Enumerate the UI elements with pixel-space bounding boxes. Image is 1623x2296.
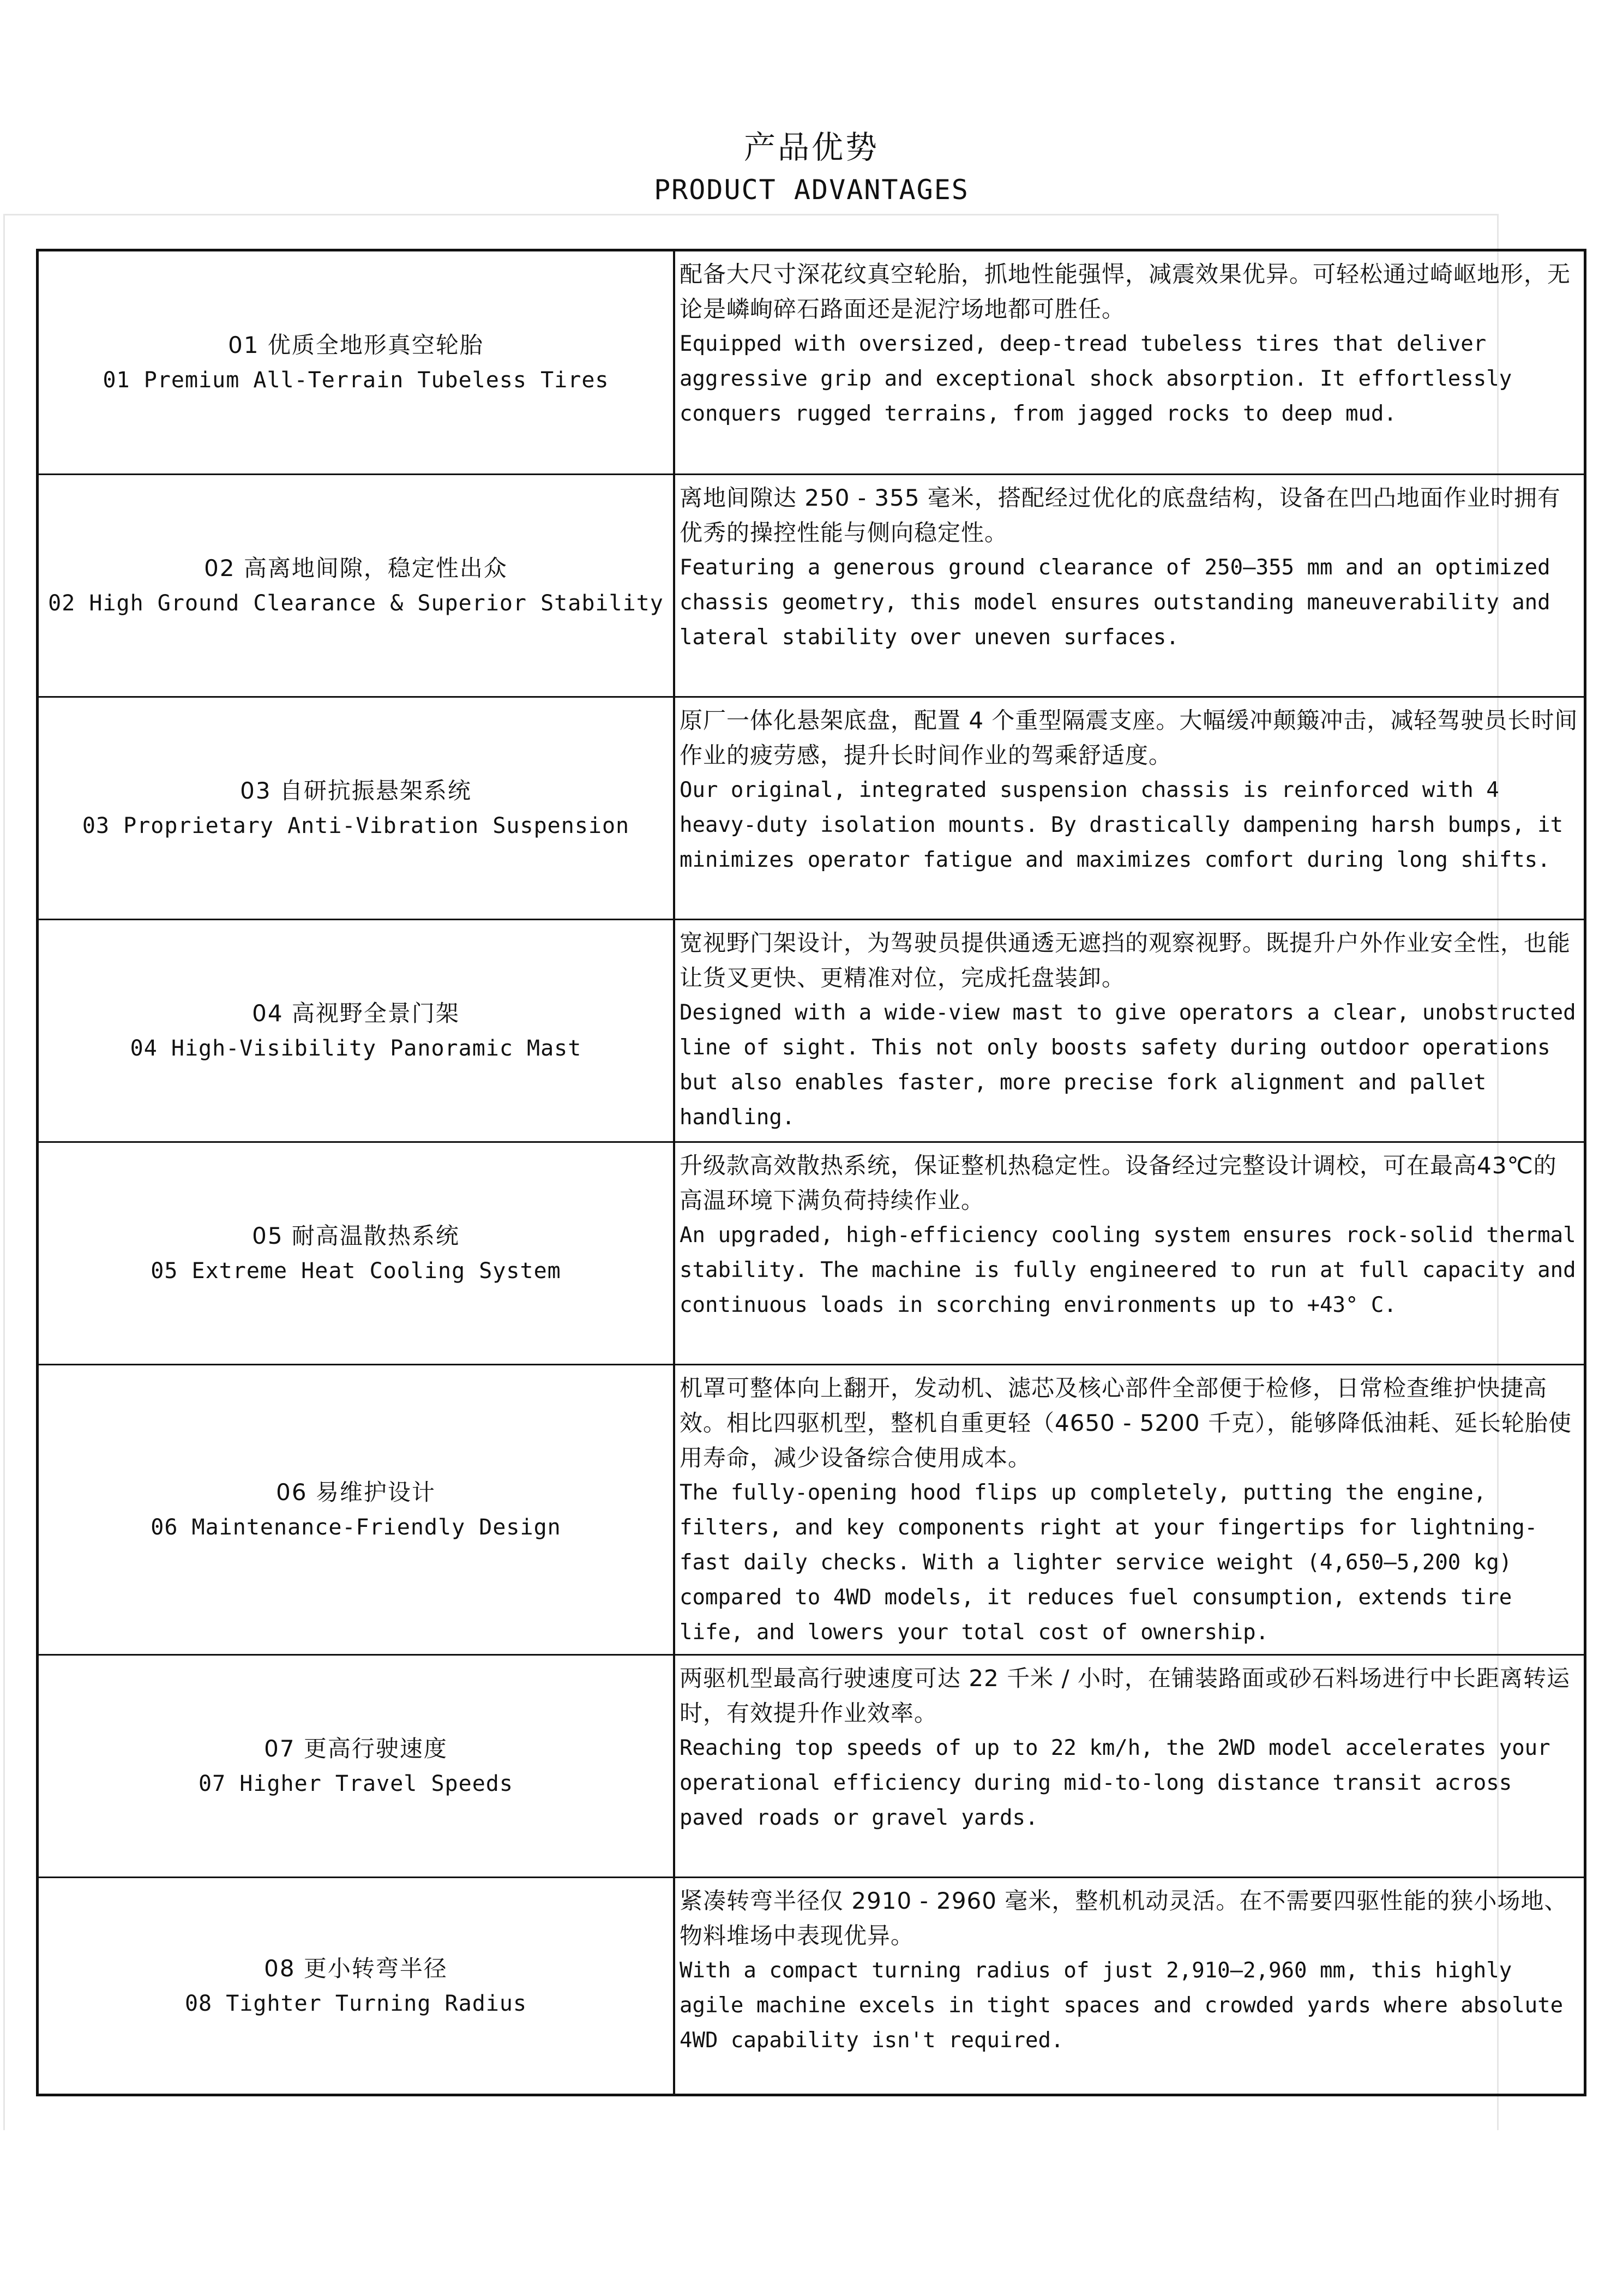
feature-title-en: 02 High Ground Clearance & Superior Stability <box>48 590 664 616</box>
feature-cell <box>39 1143 675 1364</box>
feature-title-cn: 02 高离地间隙，稳定性出众 <box>204 554 508 582</box>
description-en: Reaching top speeds of up to 22 km/h, the 2WD model accelerates your operational efficiency during mid-to-long distance transit across paved roads or gravel yards. <box>680 1736 1550 1830</box>
feature-title-en: 08 Tighter Turning Radius <box>184 1991 527 2016</box>
advantages-table <box>36 249 1586 2096</box>
description-cell <box>675 1365 1584 1654</box>
description-cell <box>675 1656 1584 1877</box>
description-cn: 宽视野门架设计，为驾驶员提供通透无遮挡的观察视野。既提升户外作业安全性，也能让货叉更快、更精准对位，完成托盘装卸。 <box>680 930 1571 991</box>
feature-title-en: 01 Premium All-Terrain Tubeless Tires <box>103 367 609 393</box>
description-cn: 两驱机型最高行驶速度可达 22 千米 / 小时，在铺装路面或砂石料场进行中长距离转运时，有效提升作业效率。 <box>680 1665 1570 1727</box>
feature-cell <box>39 1365 675 1654</box>
feature-title-cn: 08 更小转弯半径 <box>264 1955 448 1982</box>
feature-title-en: 04 High-Visibility Panoramic Mast <box>130 1035 582 1061</box>
table-row <box>39 919 1584 1141</box>
table-row <box>39 1654 1584 1877</box>
feature-title-cn: 03 自研抗振悬架系统 <box>240 777 472 804</box>
description-cell <box>675 1143 1584 1364</box>
description-cn: 配备大尺寸深花纹真空轮胎，抓地性能强悍，减震效果优异。可轻松通过崎岖地形，无论是嶙峋碎石路面还是泥泞场地都可胜任。 <box>680 261 1571 322</box>
description-en: Equipped with oversized, deep-tread tubeless tires that deliver aggressive grip and exceptional shock absorption. It effortlessly conquers rugged terrains, from jagged rocks to deep mud. <box>680 332 1512 426</box>
page-title-en: PRODUCT ADVANTAGES <box>654 174 969 206</box>
description-en: The fully-opening hood flips up completely, putting the engine, filters, and key components right at your fingertips for lightning-fast daily checks. With a lighter service weight (4,650–5,200 kg) compared to 4WD models, it reduces fuel consumption, extends tire life, and lowers your total cost of ownership. <box>680 1480 1538 1645</box>
feature-cell <box>39 1656 675 1877</box>
feature-cell <box>39 475 675 696</box>
description-cell <box>675 251 1584 473</box>
feature-title-en: 05 Extreme Heat Cooling System <box>151 1258 561 1284</box>
description-cn: 原厂一体化悬架底盘，配置 4 个重型隔震支座。大幅缓冲颠簸冲击，减轻驾驶员长时间作业的疲劳感，提升长时间作业的驾乘舒适度。 <box>680 707 1578 769</box>
description-cell <box>675 1878 1584 2094</box>
description-cell <box>675 920 1584 1141</box>
feature-title-en: 06 Maintenance-Friendly Design <box>151 1514 561 1540</box>
table-row <box>39 1364 1584 1654</box>
feature-title-cn: 01 优质全地形真空轮胎 <box>228 331 484 358</box>
description-cell <box>675 475 1584 696</box>
feature-title-cn: 05 耐高温散热系统 <box>252 1222 460 1249</box>
feature-title-cn: 07 更高行驶速度 <box>264 1735 448 1762</box>
description-cell <box>675 698 1584 919</box>
description-cn: 紧凑转弯半径仅 2910 - 2960 毫米，整机机动灵活。在不需要四驱性能的狭小场地、物料堆场中表现优异。 <box>680 1887 1568 1949</box>
page-title-cn: 产品优势 <box>743 129 879 166</box>
table-row <box>39 696 1584 919</box>
table-row <box>39 473 1584 696</box>
description-cn: 离地间隙达 250 - 355 毫米，搭配经过优化的底盘结构，设备在凹凸地面作业时拥有优秀的操控性能与侧向稳定性。 <box>680 484 1561 546</box>
feature-cell <box>39 1878 675 2094</box>
description-en: Our original, integrated suspension chassis is reinforced with 4 heavy-duty isolation mounts. By drastically dampening harsh bumps, it minimizes operator fatigue and maximizes comfort during long shifts. <box>680 778 1564 872</box>
feature-title-cn: 06 易维护设计 <box>276 1478 436 1506</box>
page-header <box>0 124 1623 209</box>
feature-cell <box>39 920 675 1141</box>
feature-cell <box>39 251 675 473</box>
description-en: With a compact turning radius of just 2,910–2,960 mm, this highly agile machine excels in tight spaces and crowded yards where absolute 4WD capability isn't required. <box>680 1958 1564 2053</box>
description-en: An upgraded, high-efficiency cooling system ensures rock-solid thermal stability. The machine is fully engineered to run at full capacity and continuous loads in scorching environments up to +43° C. <box>680 1223 1576 1317</box>
feature-cell <box>39 698 675 919</box>
description-cn: 升级款高效散热系统，保证整机热稳定性。设备经过完整设计调校，可在最高43℃的高温环境下满负荷持续作业。 <box>680 1152 1557 1214</box>
table-row <box>39 1141 1584 1364</box>
table-row <box>39 1877 1584 2094</box>
table-row <box>39 251 1584 473</box>
description-en: Featuring a generous ground clearance of 250–355 mm and an optimized chassis geometry, this model ensures outstanding maneuverability and lateral stability over uneven surfaces. <box>680 555 1550 650</box>
description-en: Designed with a wide-view mast to give operators a clear, unobstructed line of sight. This not only boosts safety during outdoor operations but also enables faster, more precise fork alignment and pallet handling. <box>680 1000 1576 1130</box>
feature-title-cn: 04 高视野全景门架 <box>252 999 460 1027</box>
feature-title-en: 03 Proprietary Anti-Vibration Suspension <box>82 813 630 838</box>
feature-title-en: 07 Higher Travel Speeds <box>199 1771 513 1796</box>
description-cn: 机罩可整体向上翻开，发动机、滤芯及核心部件全部便于检修，日常检查维护快捷高效。相比四驱机型，整机自重更轻（4650 - 5200 千克），能够降低油耗、延长轮胎使用寿命，减少设备综合使用成本。 <box>680 1375 1572 1471</box>
